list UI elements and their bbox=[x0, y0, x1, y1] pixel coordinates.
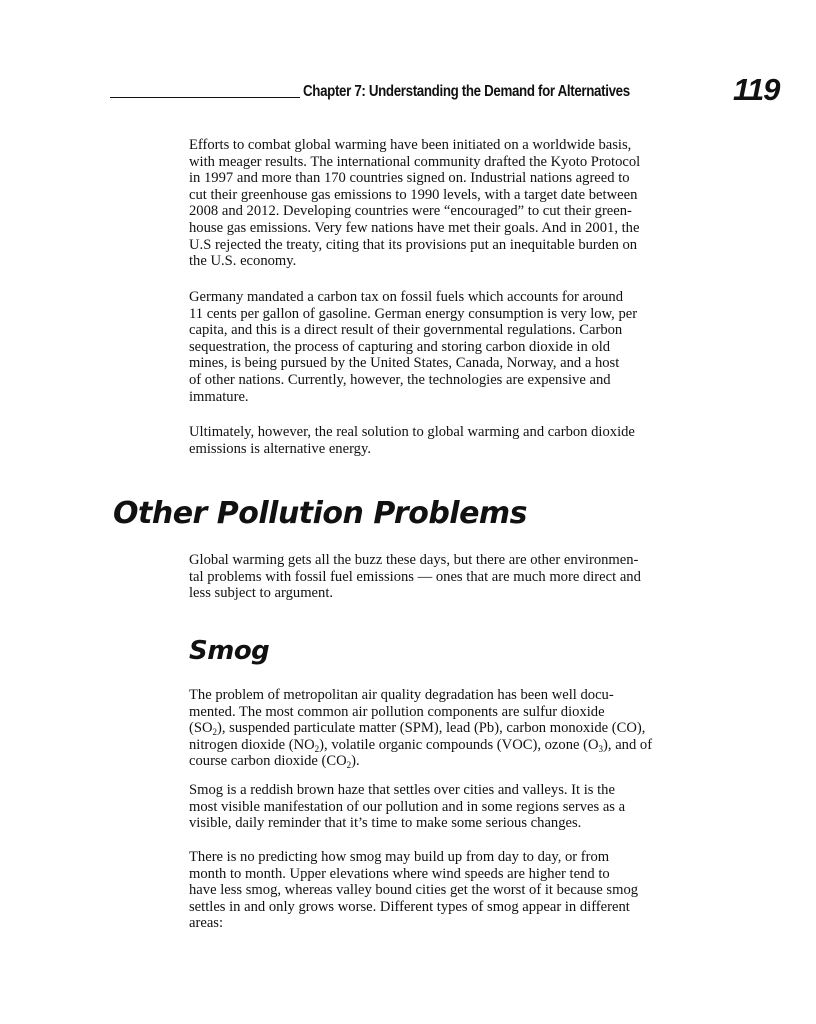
text-line: Ultimately, however, the real solution to global warming and carbon dioxide bbox=[189, 424, 635, 440]
text-line: 11 cents per gallon of gasoline. German energy consumption is very low, per bbox=[189, 305, 638, 322]
text-line bbox=[189, 720, 729, 737]
text-line: There is no predicting how smog may build up from day to day, or from bbox=[189, 849, 610, 865]
text-line: visible, daily reminder that it’s time to make some serious changes. bbox=[189, 815, 582, 832]
text-line: settles in and only grows worse. Different types of smog appear in different bbox=[189, 898, 630, 915]
text: ), suspended particulate matter (SPM), lead (Pb), carbon monoxide (CO), bbox=[217, 720, 646, 737]
text-line: Germany mandated a carbon tax on fossil fuels which accounts for around bbox=[189, 289, 624, 305]
text-line: Global warming gets all the buzz these days, but there are other environmen- bbox=[189, 552, 639, 568]
text-line: less subject to argument. bbox=[189, 585, 334, 602]
text-line: mented. The most common air pollution components are sulfur dioxide bbox=[189, 703, 605, 720]
text: ). bbox=[351, 753, 360, 770]
subscript: 3 bbox=[598, 743, 604, 754]
text-line: immature. bbox=[189, 388, 249, 405]
subscript: 2 bbox=[346, 760, 352, 771]
text-line: have less smog, whereas valley bound cities get the worst of it because smog bbox=[189, 882, 639, 899]
text-line: of other nations. Currently, however, the technologies are expensive and bbox=[189, 371, 611, 388]
text-line: month to month. Upper elevations where wind speeds are higher tend to bbox=[189, 865, 610, 882]
text-line: emissions is alternative energy. bbox=[189, 440, 371, 457]
text-line: tal problems with fossil fuel emissions — ones that are much more direct and bbox=[189, 568, 641, 585]
paragraph-ultimately bbox=[189, 424, 729, 457]
page-number: 119 bbox=[733, 72, 780, 107]
text-line: 2008 and 2012. Developing countries were “encouraged” to cut their green- bbox=[189, 203, 632, 220]
subsection-heading: Smog bbox=[189, 636, 270, 666]
text: nitrogen dioxide (NO bbox=[189, 736, 315, 753]
text-line: U.S rejected the treaty, citing that its provisions put an inequitable burden on bbox=[189, 236, 638, 253]
subscript: 2 bbox=[314, 743, 320, 754]
text-line: sequestration, the process of capturing and storing carbon dioxide in old bbox=[189, 338, 611, 355]
text-line: the U.S. economy. bbox=[189, 253, 297, 270]
text: ), volatile organic compounds (VOC), ozone (O bbox=[319, 736, 599, 753]
text: ), and of bbox=[603, 736, 653, 753]
paragraph-smog-variation bbox=[189, 849, 729, 932]
text-line: Efforts to combat global warming have been initiated on a worldwide basis, bbox=[189, 137, 632, 153]
text: (SO bbox=[189, 720, 213, 737]
text: course carbon dioxide (CO bbox=[189, 753, 347, 770]
subscript: 2 bbox=[212, 727, 218, 738]
text-line: most visible manifestation of our pollution and in some regions serves as a bbox=[189, 798, 626, 815]
text-line: in 1997 and more than 170 countries signed on. Industrial nations agreed to bbox=[189, 170, 630, 187]
text-line bbox=[189, 753, 729, 770]
paragraph-kyoto bbox=[189, 137, 729, 270]
text-line: cut their greenhouse gas emissions to 1990 levels, with a target date between bbox=[189, 186, 638, 203]
text-line: with meager results. The international community drafted the Kyoto Protocol bbox=[189, 153, 641, 170]
running-header: Chapter 7: Understanding the Demand for Alternatives bbox=[303, 83, 630, 100]
text-line: mines, is being pursued by the United States, Canada, Norway, and a host bbox=[189, 355, 620, 372]
text-line: Smog is a reddish brown haze that settles over cities and valleys. It is the bbox=[189, 782, 615, 798]
text-line: house gas emissions. Very few nations have met their goals. And in 2001, the bbox=[189, 219, 640, 236]
text-line: areas: bbox=[189, 915, 224, 932]
paragraph-smog-haze bbox=[189, 782, 729, 832]
paragraph-smog-components bbox=[189, 687, 729, 770]
header-rule bbox=[110, 97, 300, 98]
section-heading: Other Pollution Problems bbox=[113, 496, 528, 531]
text-line bbox=[189, 737, 729, 754]
text-line: The problem of metropolitan air quality degradation has been well docu- bbox=[189, 687, 614, 703]
text-line: capita, and this is a direct result of their governmental regulations. Carbon bbox=[189, 322, 623, 339]
paragraph-germany bbox=[189, 289, 729, 405]
paragraph-intro bbox=[189, 552, 729, 602]
